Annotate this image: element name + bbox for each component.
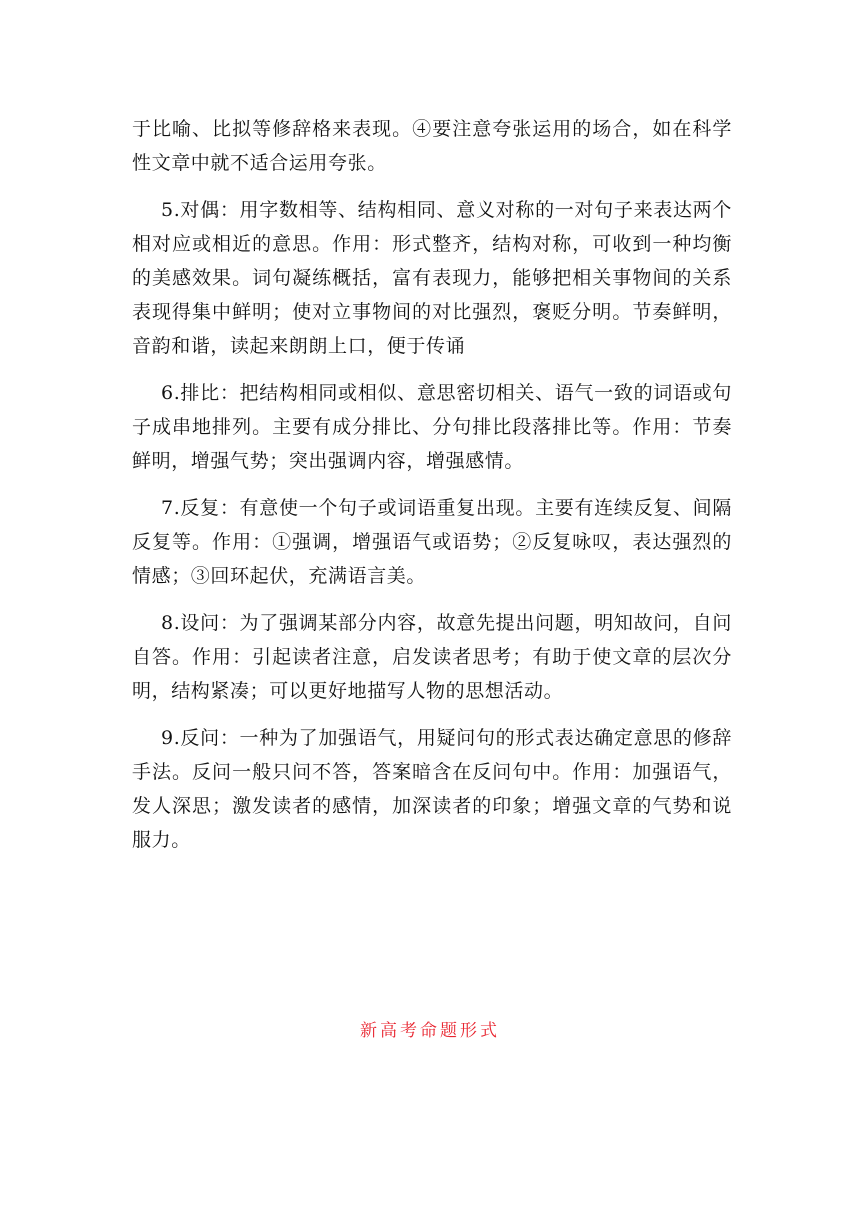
paragraph-antithesis: 5.对偶：用字数相等、结构相同、意义对称的一对句子来表达两个相对应或相近的意思。作用：形式整齐，结构对称，可收到一种均衡的美感效果。词句凝练概括，富有表现力，能够把相关事物间的关系表现得集中鲜明；使对立事物间的对比强烈，褒贬分明。节奏鲜明，音韵和谐，读起来朗朗上口，便于传诵	[132, 199, 732, 357]
paragraph-rhetorical-question: 9.反问：一种为了加强语气，用疑问句的形式表达确定意思的修辞手法。反问一般只问不答，答案暗含在反问句中。作用：加强语气，发人深思；激发读者的感情，加深读者的印象；增强文章的气势和说服力。	[132, 727, 732, 851]
paragraph-rhetorical-question-answered: 8.设问：为了强调某部分内容，故意先提出问题，明知故问，自问自答。作用：引起读者注意，启发读者思考；有助于使文章的层次分明，结构紧凑；可以更好地描写人物的思想活动。	[132, 612, 732, 702]
paragraph-hyperbole-continued: 于比喻、比拟等修辞格来表现。④要注意夸张运用的场合，如在科学性文章中就不适合运用夸张。	[132, 118, 732, 174]
paragraph-parallelism: 6.排比：把结构相同或相似、意思密切相关、语气一致的词语或句子成串地排列。主要有成分排比、分句排比段落排比等。作用：节奏鲜明，增强气势；突出强调内容，增强感情。	[132, 382, 732, 472]
section-heading: 新高考命题形式	[360, 1021, 500, 1041]
document-body	[132, 112, 732, 870]
paragraph-repetition: 7.反复：有意使一个句子或词语重复出现。主要有连续反复、间隔反复等。作用：①强调，增强语气或语势；②反复咏叹，表达强烈的情感；③回环起伏，充满语言美。	[132, 497, 732, 587]
